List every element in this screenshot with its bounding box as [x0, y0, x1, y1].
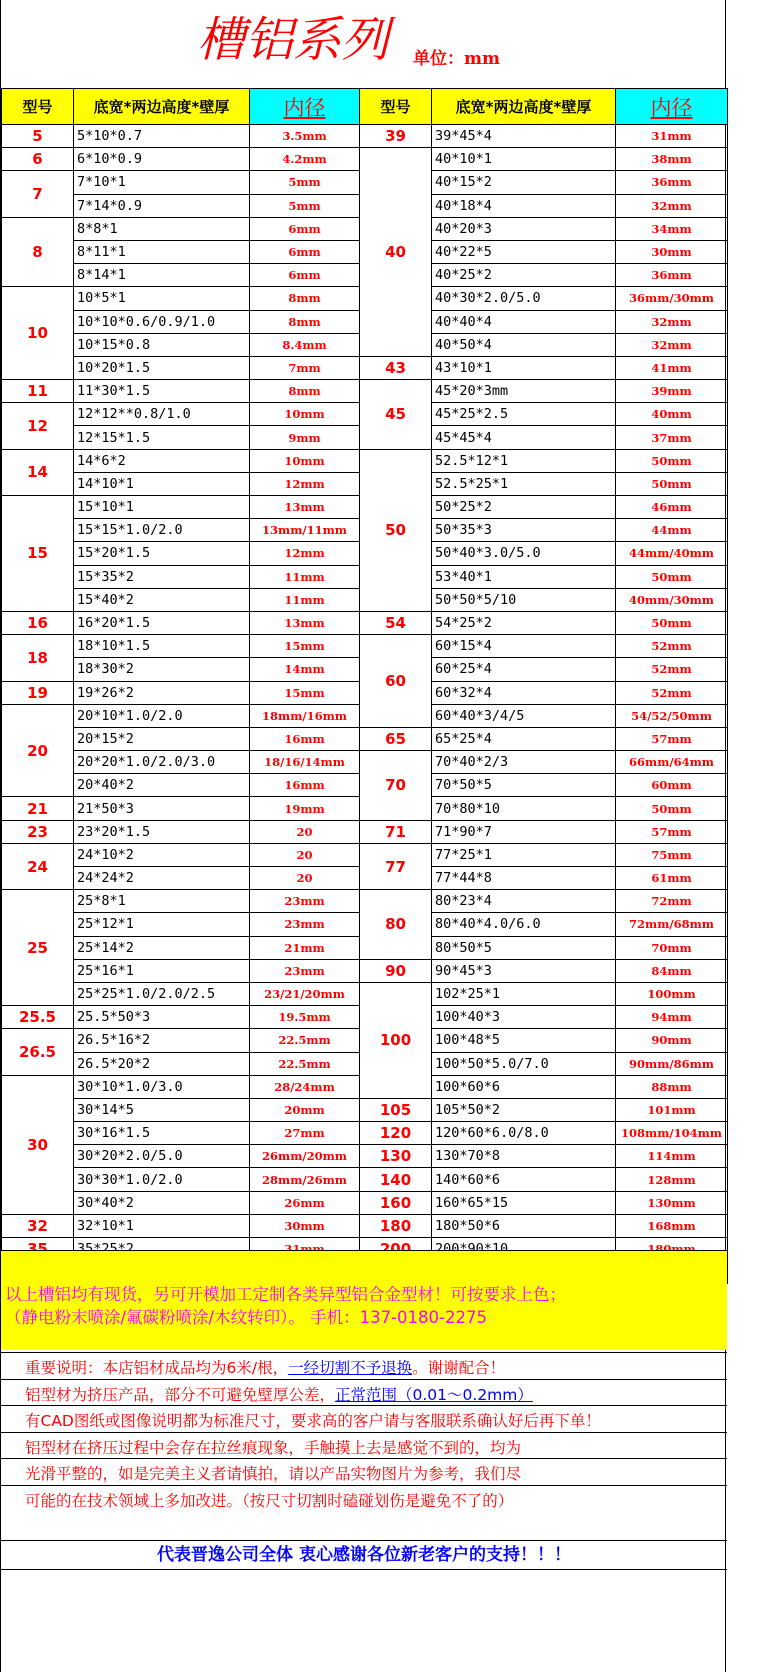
- important-notes: [1, 1352, 727, 1511]
- right-inner-cell: 60mm: [616, 774, 728, 797]
- left-model-cell: 14: [2, 449, 74, 495]
- right-spec-cell: 40*50*4: [432, 333, 616, 356]
- right-inner-cell: 75mm: [616, 843, 728, 866]
- header-model-right: 型号: [360, 89, 432, 125]
- right-spec-cell: 77*44*8: [432, 867, 616, 890]
- right-inner-cell: 31mm: [616, 125, 728, 148]
- table-row: [2, 1214, 728, 1237]
- left-model-cell: 11: [2, 380, 74, 403]
- left-spec-cell: 18*10*1.5: [74, 635, 250, 658]
- table-row: [2, 1122, 728, 1145]
- table-row: [2, 843, 728, 866]
- table-row: [2, 125, 728, 148]
- right-inner-cell: 50mm: [616, 449, 728, 472]
- table-row: [2, 751, 728, 774]
- left-model-cell: 16: [2, 611, 74, 634]
- left-spec-cell: 10*15*0.8: [74, 333, 250, 356]
- note-main: 可能的在技术领域上多加改进。（按尺寸切割时磕碰划伤是避免不了的）: [25, 1491, 514, 1510]
- left-inner-cell: 5mm: [250, 194, 360, 217]
- right-inner-cell: 66mm/64mm: [616, 751, 728, 774]
- left-model-cell: 30: [2, 1075, 74, 1214]
- left-inner-cell: 13mm: [250, 496, 360, 519]
- note-text: [25, 1383, 533, 1405]
- right-spec-cell: 70*80*10: [432, 797, 616, 820]
- left-model-cell: 32: [2, 1214, 74, 1237]
- left-inner-cell: 9mm: [250, 426, 360, 449]
- left-spec-cell: 16*20*1.5: [74, 611, 250, 634]
- right-spec-cell: 40*40*4: [432, 310, 616, 333]
- right-spec-cell: 80*23*4: [432, 890, 616, 913]
- left-spec-cell: 15*20*1.5: [74, 542, 250, 565]
- left-inner-cell: 8mm: [250, 287, 360, 310]
- right-model-cell: 54: [360, 611, 432, 634]
- note-row: [1, 1379, 727, 1406]
- left-spec-cell: 14*10*1: [74, 472, 250, 495]
- left-spec-cell: 10*20*1.5: [74, 356, 250, 379]
- right-spec-cell: 45*20*3mm: [432, 380, 616, 403]
- right-spec-cell: 40*10*1: [432, 148, 616, 171]
- right-inner-cell: 30mm: [616, 240, 728, 263]
- right-spec-cell: 70*50*5: [432, 774, 616, 797]
- left-spec-cell: 5*10*0.7: [74, 125, 250, 148]
- table-row: [2, 380, 728, 403]
- right-spec-cell: 71*90*7: [432, 820, 616, 843]
- right-inner-cell: 36mm/30mm: [616, 287, 728, 310]
- left-spec-cell: 11*30*1.5: [74, 380, 250, 403]
- left-spec-cell: 20*20*1.0/2.0/3.0: [74, 751, 250, 774]
- left-spec-cell: 8*14*1: [74, 264, 250, 287]
- left-inner-cell: 23mm: [250, 959, 360, 982]
- left-spec-cell: 10*10*0.6/0.9/1.0: [74, 310, 250, 333]
- right-spec-cell: 60*25*4: [432, 658, 616, 681]
- left-inner-cell: 15mm: [250, 635, 360, 658]
- unit-label: 单位：mm: [413, 49, 500, 69]
- notice-line-2: （静电粉末喷涂/氟碳粉喷涂/木纹转印）。 手机：137-0180-2275: [5, 1308, 487, 1327]
- right-inner-cell: 61mm: [616, 867, 728, 890]
- left-inner-cell: 28/24mm: [250, 1075, 360, 1098]
- right-model-cell: 43: [360, 356, 432, 379]
- right-inner-cell: 36mm: [616, 171, 728, 194]
- note-emphasis: 正常范围（0.01～0.2mm）: [335, 1385, 533, 1404]
- left-inner-cell: 23mm: [250, 890, 360, 913]
- right-spec-cell: 80*50*5: [432, 936, 616, 959]
- left-inner-cell: 23mm: [250, 913, 360, 936]
- left-model-cell: 24: [2, 843, 74, 889]
- right-model-cell: 140: [360, 1168, 432, 1191]
- left-model-cell: 20: [2, 704, 74, 797]
- left-spec-cell: 20*40*2: [74, 774, 250, 797]
- right-inner-cell: 52mm: [616, 658, 728, 681]
- left-spec-cell: 6*10*0.9: [74, 148, 250, 171]
- note-text: [25, 1462, 521, 1484]
- right-model-cell: 70: [360, 751, 432, 821]
- left-inner-cell: 18/16/14mm: [250, 751, 360, 774]
- table-header-row: [2, 89, 728, 125]
- left-inner-cell: 16mm: [250, 774, 360, 797]
- left-spec-cell: 30*16*1.5: [74, 1122, 250, 1145]
- right-spec-cell: 45*45*4: [432, 426, 616, 449]
- left-inner-cell: 27mm: [250, 1122, 360, 1145]
- left-model-cell: 21: [2, 797, 74, 820]
- right-inner-cell: 90mm: [616, 1029, 728, 1052]
- right-inner-cell: 32mm: [616, 333, 728, 356]
- left-inner-cell: 13mm/11mm: [250, 519, 360, 542]
- table-row: [2, 148, 728, 171]
- note-row: [1, 1432, 727, 1459]
- table-row: [2, 820, 728, 843]
- right-inner-cell: 34mm: [616, 217, 728, 240]
- left-inner-cell: 18mm/16mm: [250, 704, 360, 727]
- right-inner-cell: 84mm: [616, 959, 728, 982]
- note-text: [25, 1436, 521, 1458]
- left-model-cell: 19: [2, 681, 74, 704]
- left-inner-cell: 12mm: [250, 472, 360, 495]
- left-inner-cell: 22.5mm: [250, 1029, 360, 1052]
- right-inner-cell: 54/52/50mm: [616, 704, 728, 727]
- left-spec-cell: 24*10*2: [74, 843, 250, 866]
- left-inner-cell: 7mm: [250, 356, 360, 379]
- left-spec-cell: 20*15*2: [74, 727, 250, 750]
- table-row: [2, 1168, 728, 1191]
- left-spec-cell: 19*26*2: [74, 681, 250, 704]
- table-row: [2, 1098, 728, 1121]
- left-inner-cell: 3.5mm: [250, 125, 360, 148]
- left-inner-cell: 4.2mm: [250, 148, 360, 171]
- left-inner-cell: 8.4mm: [250, 333, 360, 356]
- left-inner-cell: 20mm: [250, 1098, 360, 1121]
- left-inner-cell: 19.5mm: [250, 1006, 360, 1029]
- right-spec-cell: 130*70*8: [432, 1145, 616, 1168]
- right-model-cell: 50: [360, 449, 432, 611]
- left-inner-cell: 6mm: [250, 240, 360, 263]
- stock-notice: [1, 1250, 727, 1350]
- left-spec-cell: 24*24*2: [74, 867, 250, 890]
- note-main: 重要说明：本店铝材成品均为6米/根，: [25, 1359, 289, 1377]
- right-inner-cell: 36mm: [616, 264, 728, 287]
- right-inner-cell: 52mm: [616, 635, 728, 658]
- left-inner-cell: 20: [250, 843, 360, 866]
- left-spec-cell: 30*40*2: [74, 1191, 250, 1214]
- left-model-cell: 8: [2, 217, 74, 287]
- right-inner-cell: 90mm/86mm: [616, 1052, 728, 1075]
- left-spec-cell: 15*15*1.0/2.0: [74, 519, 250, 542]
- right-inner-cell: 41mm: [616, 356, 728, 379]
- table-row: [2, 727, 728, 750]
- right-inner-cell: 114mm: [616, 1145, 728, 1168]
- left-spec-cell: 25.5*50*3: [74, 1006, 250, 1029]
- header-spec-right: 底宽*两边高度*壁厚: [432, 89, 616, 125]
- right-spec-cell: 160*65*15: [432, 1191, 616, 1214]
- right-inner-cell: 50mm: [616, 565, 728, 588]
- table-body: [2, 125, 728, 1284]
- right-spec-cell: 100*50*5.0/7.0: [432, 1052, 616, 1075]
- left-inner-cell: 6mm: [250, 217, 360, 240]
- left-inner-cell: 26mm: [250, 1191, 360, 1214]
- thanks-text: 代表晋逸公司全体 衷心感谢各位新老客户的支持！！！: [157, 1545, 571, 1565]
- left-spec-cell: 8*8*1: [74, 217, 250, 240]
- left-spec-cell: 12*15*1.5: [74, 426, 250, 449]
- left-spec-cell: 20*10*1.0/2.0: [74, 704, 250, 727]
- left-spec-cell: 8*11*1: [74, 240, 250, 263]
- left-inner-cell: 6mm: [250, 264, 360, 287]
- right-model-cell: 130: [360, 1145, 432, 1168]
- left-spec-cell: 23*20*1.5: [74, 820, 250, 843]
- left-spec-cell: 18*30*2: [74, 658, 250, 681]
- left-inner-cell: 20: [250, 820, 360, 843]
- right-spec-cell: 40*15*2: [432, 171, 616, 194]
- header-inner-right: 内径: [616, 89, 728, 125]
- left-model-cell: 7: [2, 171, 74, 217]
- left-spec-cell: 26.5*16*2: [74, 1029, 250, 1052]
- left-inner-cell: 8mm: [250, 380, 360, 403]
- left-inner-cell: 22.5mm: [250, 1052, 360, 1075]
- left-spec-cell: 12*12**0.8/1.0: [74, 403, 250, 426]
- right-spec-cell: 50*35*3: [432, 519, 616, 542]
- header-model-left: 型号: [2, 89, 74, 125]
- right-spec-cell: 140*60*6: [432, 1168, 616, 1191]
- table-row: [2, 611, 728, 634]
- right-spec-cell: 53*40*1: [432, 565, 616, 588]
- right-inner-cell: 39mm: [616, 380, 728, 403]
- left-inner-cell: 5mm: [250, 171, 360, 194]
- left-model-cell: 18: [2, 635, 74, 681]
- right-inner-cell: 40mm: [616, 403, 728, 426]
- right-model-cell: 40: [360, 148, 432, 357]
- left-spec-cell: 30*10*1.0/3.0: [74, 1075, 250, 1098]
- right-model-cell: 90: [360, 959, 432, 982]
- left-inner-cell: 10mm: [250, 403, 360, 426]
- right-model-cell: 100: [360, 982, 432, 1098]
- right-inner-cell: 57mm: [616, 727, 728, 750]
- page-title: 槽铝系列: [197, 12, 390, 68]
- left-spec-cell: 25*12*1: [74, 913, 250, 936]
- left-inner-cell: 20: [250, 867, 360, 890]
- left-inner-cell: 11mm: [250, 565, 360, 588]
- right-inner-cell: 168mm: [616, 1214, 728, 1237]
- right-model-cell: 65: [360, 727, 432, 750]
- right-inner-cell: 128mm: [616, 1168, 728, 1191]
- left-spec-cell: 25*14*2: [74, 936, 250, 959]
- note-text: [25, 1356, 505, 1378]
- right-inner-cell: 44mm/40mm: [616, 542, 728, 565]
- thanks-banner: [1, 1540, 727, 1570]
- header-inner-left: 内径: [250, 89, 360, 125]
- right-spec-cell: 40*20*3: [432, 217, 616, 240]
- right-spec-cell: 100*40*3: [432, 1006, 616, 1029]
- left-inner-cell: 11mm: [250, 588, 360, 611]
- note-main: 光滑平整的，如是完美主义者请慎拍，请以产品实物图片为参考，我们尽: [25, 1465, 522, 1483]
- left-inner-cell: 12mm: [250, 542, 360, 565]
- right-inner-cell: 52mm: [616, 681, 728, 704]
- left-spec-cell: 26.5*20*2: [74, 1052, 250, 1075]
- right-inner-cell: 130mm: [616, 1191, 728, 1214]
- right-spec-cell: 52.5*25*1: [432, 472, 616, 495]
- right-spec-cell: 100*60*6: [432, 1075, 616, 1098]
- right-inner-cell: 32mm: [616, 310, 728, 333]
- left-spec-cell: 25*25*1.0/2.0/2.5: [74, 982, 250, 1005]
- left-model-cell: 12: [2, 403, 74, 449]
- right-inner-cell: 108mm/104mm: [616, 1122, 728, 1145]
- right-inner-cell: 50mm: [616, 472, 728, 495]
- note-row: [1, 1458, 727, 1485]
- left-inner-cell: 16mm: [250, 727, 360, 750]
- note-tail: 。谢谢配合！: [412, 1359, 506, 1377]
- note-row: [1, 1485, 727, 1512]
- left-spec-cell: 30*14*5: [74, 1098, 250, 1121]
- right-spec-cell: 100*48*5: [432, 1029, 616, 1052]
- table-row: [2, 1191, 728, 1214]
- right-spec-cell: 80*40*4.0/6.0: [432, 913, 616, 936]
- left-spec-cell: 15*10*1: [74, 496, 250, 519]
- right-spec-cell: 120*60*6.0/8.0: [432, 1122, 616, 1145]
- right-spec-cell: 40*30*2.0/5.0: [432, 287, 616, 310]
- left-model-cell: 25.5: [2, 1006, 74, 1029]
- left-spec-cell: 21*50*3: [74, 797, 250, 820]
- right-inner-cell: 101mm: [616, 1098, 728, 1121]
- note-row: [1, 1405, 727, 1432]
- left-model-cell: 5: [2, 125, 74, 148]
- right-inner-cell: 40mm/30mm: [616, 588, 728, 611]
- left-spec-cell: 32*10*1: [74, 1214, 250, 1237]
- right-inner-cell: 50mm: [616, 797, 728, 820]
- table-row: [2, 356, 728, 379]
- right-spec-cell: 105*50*2: [432, 1098, 616, 1121]
- right-model-cell: 60: [360, 635, 432, 728]
- right-inner-cell: 32mm: [616, 194, 728, 217]
- right-spec-cell: 40*22*5: [432, 240, 616, 263]
- right-spec-cell: 77*25*1: [432, 843, 616, 866]
- right-inner-cell: 94mm: [616, 1006, 728, 1029]
- table-row: [2, 1145, 728, 1168]
- left-spec-cell: 7*10*1: [74, 171, 250, 194]
- left-inner-cell: 10mm: [250, 449, 360, 472]
- table-row: [2, 890, 728, 913]
- right-spec-cell: 180*50*6: [432, 1214, 616, 1237]
- table-row: [2, 449, 728, 472]
- note-row: [1, 1352, 727, 1379]
- right-inner-cell: 38mm: [616, 148, 728, 171]
- note-main: 有CAD图纸或图像说明都为标准尺寸，要求高的客户请与客服联系确认好后再下单！: [25, 1412, 601, 1430]
- right-spec-cell: 50*40*3.0/5.0: [432, 542, 616, 565]
- left-model-cell: 26.5: [2, 1029, 74, 1075]
- left-inner-cell: 19mm: [250, 797, 360, 820]
- right-spec-cell: 70*40*2/3: [432, 751, 616, 774]
- left-spec-cell: 15*35*2: [74, 565, 250, 588]
- left-spec-cell: 15*40*2: [74, 588, 250, 611]
- note-main: 铝型材在挤压过程中会存在拉丝痕现象，手触摸上去是感觉不到的，均为: [25, 1438, 522, 1457]
- left-spec-cell: 25*8*1: [74, 890, 250, 913]
- right-inner-cell: 70mm: [616, 936, 728, 959]
- right-spec-cell: 45*25*2.5: [432, 403, 616, 426]
- left-spec-cell: 10*5*1: [74, 287, 250, 310]
- left-model-cell: 23: [2, 820, 74, 843]
- table-row: [2, 982, 728, 1005]
- right-inner-cell: 46mm: [616, 496, 728, 519]
- right-inner-cell: 37mm: [616, 426, 728, 449]
- right-spec-cell: 40*25*2: [432, 264, 616, 287]
- right-spec-cell: 54*25*2: [432, 611, 616, 634]
- spec-table: [1, 88, 728, 1284]
- right-inner-cell: 72mm/68mm: [616, 913, 728, 936]
- left-spec-cell: 7*14*0.9: [74, 194, 250, 217]
- header-spec-left: 底宽*两边高度*壁厚: [74, 89, 250, 125]
- left-inner-cell: 21mm: [250, 936, 360, 959]
- left-inner-cell: 15mm: [250, 681, 360, 704]
- left-model-cell: 15: [2, 496, 74, 612]
- right-model-cell: 39: [360, 125, 432, 148]
- left-inner-cell: 14mm: [250, 658, 360, 681]
- right-spec-cell: 102*25*1: [432, 982, 616, 1005]
- left-model-cell: 10: [2, 287, 74, 380]
- right-spec-cell: 90*45*3: [432, 959, 616, 982]
- right-model-cell: 105: [360, 1098, 432, 1121]
- right-inner-cell: 57mm: [616, 820, 728, 843]
- right-spec-cell: 60*15*4: [432, 635, 616, 658]
- left-inner-cell: 26mm/20mm: [250, 1145, 360, 1168]
- left-model-cell: 6: [2, 148, 74, 171]
- left-spec-cell: 14*6*2: [74, 449, 250, 472]
- note-main: 铝型材为挤压产品，部分不可避免壁厚公差，: [25, 1385, 336, 1404]
- note-text: [25, 1409, 601, 1431]
- right-model-cell: 180: [360, 1214, 432, 1237]
- right-model-cell: 80: [360, 890, 432, 960]
- left-spec-cell: 25*16*1: [74, 959, 250, 982]
- right-model-cell: 77: [360, 843, 432, 889]
- right-spec-cell: 50*25*2: [432, 496, 616, 519]
- right-spec-cell: 52.5*12*1: [432, 449, 616, 472]
- right-spec-cell: 40*18*4: [432, 194, 616, 217]
- right-inner-cell: 100mm: [616, 982, 728, 1005]
- right-model-cell: 120: [360, 1122, 432, 1145]
- right-inner-cell: 50mm: [616, 611, 728, 634]
- left-inner-cell: 30mm: [250, 1214, 360, 1237]
- table-row: [2, 635, 728, 658]
- right-inner-cell: 44mm: [616, 519, 728, 542]
- right-spec-cell: 60*32*4: [432, 681, 616, 704]
- left-model-cell: 25: [2, 890, 74, 1006]
- left-inner-cell: 23/21/20mm: [250, 982, 360, 1005]
- left-inner-cell: 28mm/26mm: [250, 1168, 360, 1191]
- right-spec-cell: 39*45*4: [432, 125, 616, 148]
- left-inner-cell: 8mm: [250, 310, 360, 333]
- title-area: [1, 0, 727, 88]
- notice-line-1: 以上槽铝均有现货，另可开模加工定制各类异型铝合金型材！可按要求上色；: [5, 1285, 566, 1304]
- note-emphasis: 一经切割不予退换: [288, 1359, 413, 1377]
- right-spec-cell: 50*50*5/10: [432, 588, 616, 611]
- right-inner-cell: 72mm: [616, 890, 728, 913]
- right-spec-cell: 43*10*1: [432, 356, 616, 379]
- right-model-cell: 71: [360, 820, 432, 843]
- right-spec-cell: 60*40*3/4/5: [432, 704, 616, 727]
- left-inner-cell: 13mm: [250, 611, 360, 634]
- right-spec-cell: 65*25*4: [432, 727, 616, 750]
- left-spec-cell: 30*30*1.0/2.0: [74, 1168, 250, 1191]
- right-model-cell: 160: [360, 1191, 432, 1214]
- table-row: [2, 959, 728, 982]
- right-model-cell: 45: [360, 380, 432, 450]
- right-inner-cell: 88mm: [616, 1075, 728, 1098]
- left-spec-cell: 30*20*2.0/5.0: [74, 1145, 250, 1168]
- note-text: [25, 1489, 513, 1511]
